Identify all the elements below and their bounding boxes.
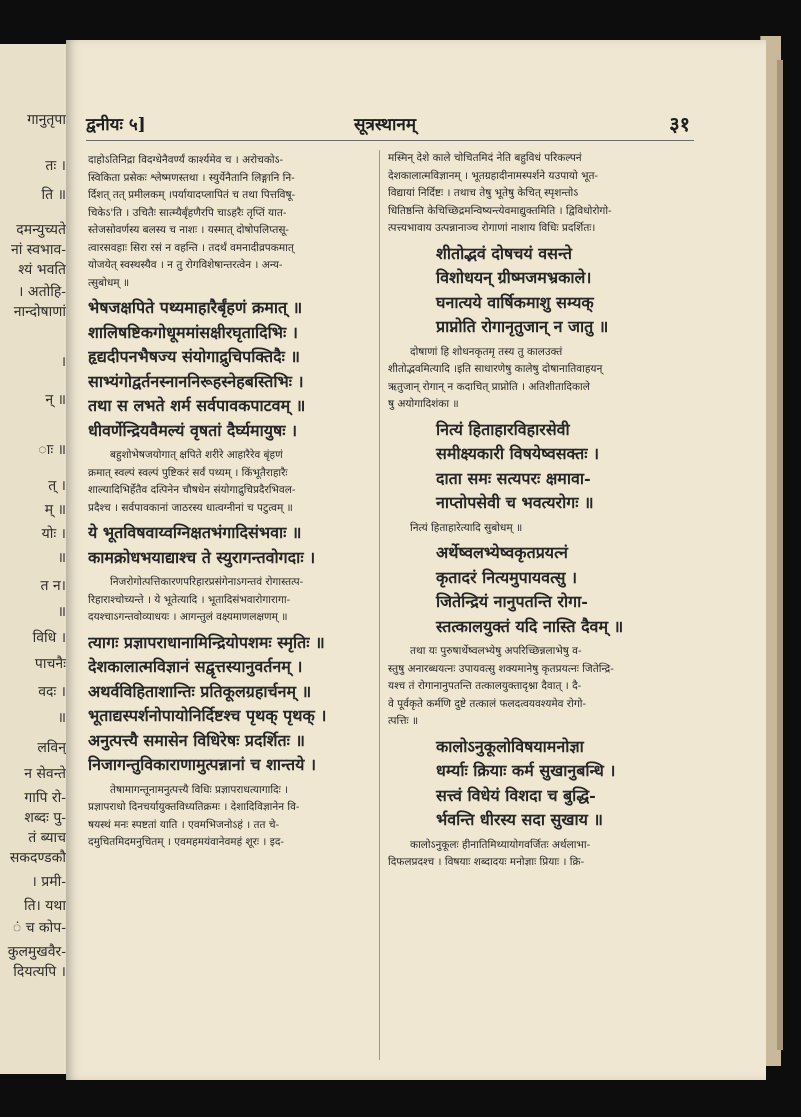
commentary-line: तथा यः पुरुषार्थेष्वलभ्येषु अपरिच्छिन्नलाभेषु व- [410, 645, 582, 657]
verse-block [388, 418, 688, 516]
commentary-line: दोषाणां हि शोधनकृतमृ तस्य तु कालउक्तं [410, 345, 563, 358]
commentary-line: त्वारसवहाः सिरा रसं न वहन्ति । तदर्थं वमनादीव्रपकमात् [88, 241, 294, 254]
facing-page-fragment: योः । [41, 526, 66, 542]
facing-page-fragment: गापि रो- [24, 790, 66, 806]
facing-page-fragment: श्यं भवति [18, 262, 66, 278]
commentary-line: त्सुबोधम् ॥ [88, 276, 130, 289]
verse-line: समीक्ष्यकारी विषयेष्वसक्तः । [436, 444, 600, 463]
facing-page-fragment: दियत्यपि । [13, 964, 66, 980]
verse-line: कामक्रोधभयाद्याश्च ते स्युरागन्तवोगदाः । [88, 547, 316, 567]
facing-page-fragment: शब्दः पु- [24, 810, 66, 826]
commentary-line: धितिष्ठन्ति केचिच्छिद्रमन्विष्यन्त्येवमाद्युक्तमिति । द्विविधोरोगो- [388, 204, 612, 217]
verse-line: भेषजक्षपिते पथ्यमाहारैर्बृंहणं क्रमात् ॥ [88, 298, 303, 317]
commentary-block [88, 447, 374, 517]
facing-page-fragment: ॥ [57, 550, 66, 566]
verse-line: शालिषष्टिकगोधूममांसक्षीरघृतादिभिः । [88, 322, 298, 342]
verse-line: अथर्वविहिताशान्तिः प्रतिकूलग्रहार्चनम् ॥ [88, 681, 312, 701]
facing-page-fragment: नान्दोषाणां [13, 304, 66, 320]
facing-page-fragment: त न। [40, 578, 66, 594]
verse-block [88, 631, 374, 778]
commentary-line: स्तेजसोवर्णस्य बलस्य च नाशः । यस्मात् दोषोपलिप्तसू- [88, 224, 289, 236]
commentary-line: रिहाराश्चोच्यन्ते । ये भूतेत्यादि । भूतादिसंभवारोगारागा- [88, 593, 291, 606]
commentary-line: त्पत्त्यभावाय उत्पन्नानाञ्च रोगाणां नाशाय विधिः प्रदर्शितः। [388, 222, 596, 234]
column-divider [379, 150, 380, 1060]
commentary-block [388, 150, 688, 238]
verse-line: धर्म्याः क्रियाः कर्म सुखानुबन्धि । [436, 761, 616, 780]
verse-line: साभ्यंगोद्वर्तनस्नाननिरूहस्नेहबस्तिभिः । [88, 371, 304, 391]
verse-line: घनात्यये वार्षिकमाशु सम्यक् [436, 292, 594, 312]
verse-line: कालोऽनुकूलोविषयामनोज्ञा [436, 736, 584, 756]
verse-line: ये भूतविषवाय्वग्निक्षतभंगादिसंभवाः ॥ [88, 523, 302, 542]
commentary-line: मस्मिन् देशे काले चोचितमिदं नेति बहुविधं परिकल्पनं [388, 152, 582, 164]
facing-page-edge [0, 44, 69, 1074]
facing-page-fragment: विधि । [32, 630, 66, 646]
commentary-line: र्दिशत् तत् प्रमीलकम् ।पर्यायादप्लापितं च तथा पित्तविषू- [88, 189, 296, 201]
facing-page-fragment: ं च कोप- [12, 920, 66, 936]
commentary-line: प्रज्ञापराधो दिनचर्यायुक्तविध्यतिक्रमः । देशादिविज्ञानेन वि- [88, 801, 300, 813]
commentary-line: त्पत्तिः ॥ [388, 715, 419, 727]
verse-block [88, 521, 374, 570]
right-text-column [388, 150, 688, 876]
running-header [86, 112, 690, 142]
verse-line: धीवर्णेन्द्रियवैमल्यं वृषतां दैर्घ्यमायुषः । [88, 420, 298, 440]
commentary-line: निजरोगोत्पत्तिकारणपरिहारप्रसंगेनाऽगन्तवं रोगास्तत्प- [110, 576, 304, 588]
commentary-line: चिकेऽ'ति । उचितैः सात्म्यैर्बृंहणैरपि चाऽहरैः तृप्तिं यात- [88, 206, 287, 219]
facing-page-fragment: ाः ॥ [38, 442, 66, 458]
commentary-line: क्रमात् स्वल्पं स्वल्पं पुष्टिकरं सर्वं पथ्यम् । किंभूतैराहारैः [88, 466, 288, 479]
facing-page-fragment: नां स्वभाव- [10, 242, 66, 258]
facing-page-fragment: गानुतृपा [27, 112, 66, 128]
commentary-line: शाल्यादिभिर्हेतैव दत्पिनेन चौषधेन संयोगाद्रुचिप्रदैरभिवल- [88, 484, 296, 496]
commentary-block [388, 520, 688, 538]
commentary-line: दाहोऽतिनिद्रा विदग्धेनैवर्ण्यं कार्श्यमेव च । अरोचकोऽ- [88, 154, 284, 166]
verse-line: र्भवन्ति धीरस्य सदा सुखाय ॥ [436, 810, 604, 829]
facing-page-fragment: त् । [48, 478, 66, 494]
facing-page-fragment: म् ॥ [44, 502, 66, 518]
facing-page-fragment: दमन्युच्यते [16, 222, 66, 238]
commentary-block [88, 574, 374, 627]
header-chapter-label: द्वनीयः ५] [86, 115, 146, 135]
commentary-block [88, 152, 374, 292]
commentary-line: बहुशोभेषजयोगात् क्षपिते शरीरे आहारैरेव बृंहणं [110, 449, 283, 461]
facing-page-fragment: तः । [45, 158, 66, 174]
verse-line: नाप्तोपसेवी च भवत्यरोगः ॥ [436, 493, 594, 512]
commentary-line: तेषामागन्तूनामनुत्पत्त्यै विधिः प्रज्ञापराधत्यागादिः । [110, 783, 289, 796]
facing-page-fragment: न सेवन्ते [24, 766, 66, 782]
facing-page-fragment: तं ब्याच [28, 830, 66, 846]
commentary-line: योजयेत् स्वस्थस्यैव । न तु रोगविशेषान्तरत्वेन । अन्य- [88, 259, 283, 271]
commentary-line: प्रदैश्च । सर्वपावकानां जाठरस्य धात्वग्नीनां च पटुत्वम् ॥ [88, 501, 293, 514]
verse-line: कृतादरं नित्यमुपायवत्सु । [436, 567, 578, 587]
verse-block [388, 242, 688, 340]
verse-line: शीतोद्भवं दोषचयं वसन्ते [436, 243, 573, 263]
facing-page-fragment: पाचनैः [34, 656, 66, 672]
facing-page-fragment: ति। यथा [23, 898, 66, 914]
verse-line: निजागन्तुविकाराणामुत्पन्नानां च शान्तये । [88, 755, 317, 774]
verse-line: विशोधयन् ग्रीष्मजमभ्रकाले। [436, 268, 592, 287]
commentary-line: नित्यं हिताहारेत्यादि सुबोधम् ॥ [410, 521, 523, 534]
verse-line: नित्यं हिताहारविहारसेवी [436, 419, 570, 439]
verse-line: तथा स लभते शर्म सर्वपावकपाटवम् ॥ [88, 396, 306, 415]
verse-line: देशकालात्मविज्ञानं सद्वृत्तस्यानुवर्तनम् । [88, 657, 303, 676]
header-page-number: ३१ [669, 112, 690, 136]
verse-line: सत्त्वं विधेयं विशदा च बुद्धि- [436, 785, 596, 805]
verse-line: हृद्यदीपनभैषज्य संयोगाद्रुचिपक्तिदैः ॥ [88, 347, 300, 366]
facing-page-fragment: सकदण्डकौ [9, 850, 66, 866]
commentary-line: यश्च तं रोगानानुपतन्ति तत्कालयुक्तादृश्ना दैवात् । दै- [388, 680, 582, 692]
header-rule [86, 140, 694, 141]
commentary-line: स्विकिता प्रसेकः श्लेष्मणस्तथा । स्युर्येनैतानि लिङ्गानि नि- [88, 171, 295, 184]
facing-page-fragment: न् ॥ [45, 392, 66, 408]
verse-line: स्तत्कालयुक्तं यदि नास्ति दैवम् ॥ [436, 616, 624, 636]
commentary-block [388, 837, 688, 872]
facing-page-fragment: । अतोहि- [18, 284, 66, 300]
page-stack-shadow [777, 60, 783, 1050]
commentary-block [88, 782, 374, 852]
facing-page-fragment: ॥ [57, 604, 66, 620]
commentary-line: स्तुषु अनारब्धयत्नः उपायवत्सु शक्यमानेषु कृतप्रयत्नः जितेन्द्रि- [388, 662, 614, 675]
commentary-block [388, 643, 688, 731]
commentary-line: दमुचितमिदमनुचितम् । एवमहमयंवानेवमहं शूरः । इद- [88, 836, 284, 848]
commentary-line: दयश्चाऽगन्तवोव्याधयः । आगन्तुलं वक्ष्यमाणलक्षणम् ॥ [88, 611, 288, 623]
facing-page-fragment: ॥ [57, 710, 66, 726]
header-section-title: सूत्रस्थानम् [354, 115, 417, 135]
commentary-line: षयस्थं मनः स्पष्टतां याति । एवमभिजनोऽहं । तत चे- [88, 818, 280, 831]
verse-line: भूताद्यस्पर्शनोपायोनिर्दिष्टश्च पृथक् पृथक् । [88, 706, 327, 725]
facing-page-fragment: लविन् [37, 740, 66, 756]
commentary-block [388, 344, 688, 414]
left-text-column [88, 152, 374, 856]
verse-line: दाता समः सत्यपरः क्षमावा- [436, 468, 591, 488]
commentary-line: षु अयोगादिशंका ॥ [388, 398, 459, 410]
commentary-line: दिफलप्रदश्च । विषयाः शब्दादयः मनोज्ञाः प्रियाः । क्रि- [388, 856, 585, 868]
facing-page-fragment: । प्रमी- [31, 874, 66, 890]
verse-block [388, 541, 688, 639]
facing-page-fragment: । [60, 354, 66, 370]
facing-page-fragment: ति ॥ [41, 187, 66, 203]
verse-line: त्यागः प्रज्ञापराधानामिन्द्रियोपशमः स्मृतिः ॥ [88, 632, 325, 652]
verse-block [388, 735, 688, 833]
commentary-line: शीतोद्भवमित्यादि ।इति साधारणेषु कालेषु दोषानातिवाहयन् [388, 363, 603, 375]
facing-page-fragment: वदः । [38, 684, 66, 700]
verse-line: प्राप्नोति रोगानृतुजान् न जातु ॥ [436, 317, 609, 336]
verse-line: अर्थेष्वलभ्येष्वकृतप्रयत्नं [436, 543, 568, 562]
verse-line: जितेन्द्रियं नानुपतन्ति रोगा- [436, 592, 588, 611]
commentary-line: विद्यायां निर्दिष्टः । तथाच तेषु भूतेषु केचित् स्पृशन्तोऽ [388, 187, 579, 199]
commentary-line: देशकालात्मविज्ञानम् । भूतग्रहादीनामस्पर्शने यउपायो भूत- [388, 169, 598, 182]
commentary-line: वे पूर्वकृते कर्मणि दुष्टे तत्कालं फलदत्वयवश्यमेव रोगो- [388, 697, 586, 710]
facing-page-fragment: कुलमुखवैर- [7, 944, 66, 960]
verse-block [88, 296, 374, 443]
commentary-line: कालोऽनुकूलः हीनातिमिथ्यायोगवर्जितः अर्थलाभा- [410, 838, 591, 851]
commentary-line: ऋतुजान् रोगान् न कदाचित् प्राप्नोति । अतिशीतादिकाले [388, 380, 590, 393]
verse-line: अनुत्पत्त्यै समासेन विधिरेषः प्रदर्शितः ॥ [88, 730, 306, 750]
